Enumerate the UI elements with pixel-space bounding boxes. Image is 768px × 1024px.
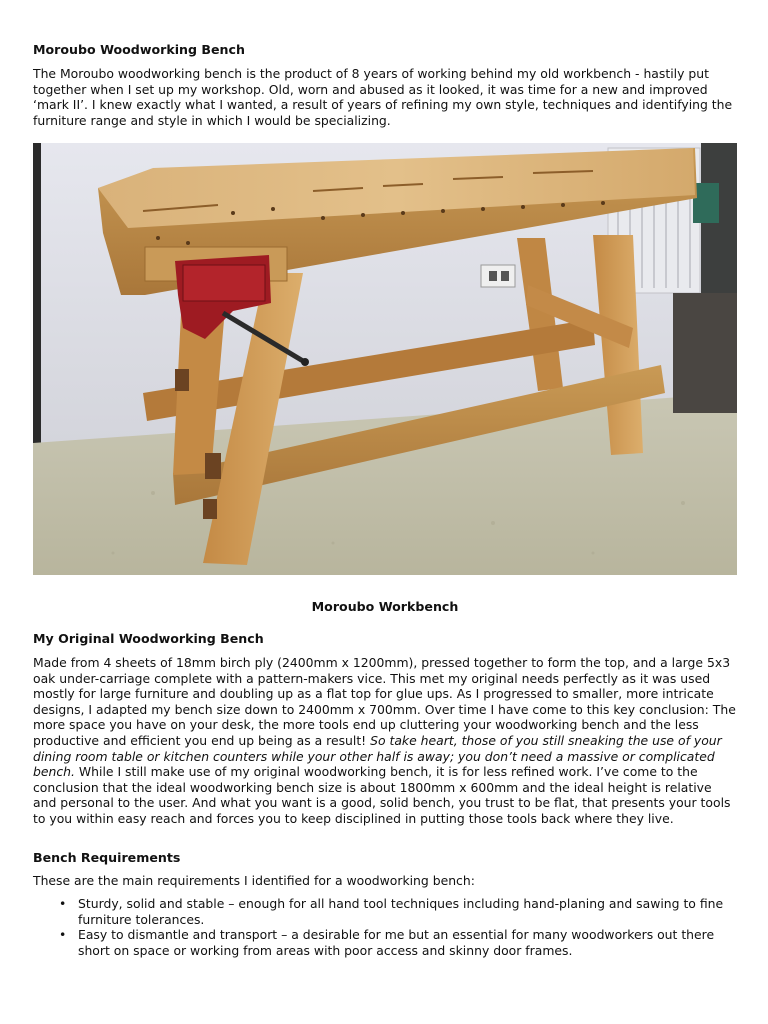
list-item-text: Easy to dismantle and transport – a desirable for me but an essential for many woodworkers out there short on space or working from areas with poor access and skinny door frames. bbox=[78, 927, 715, 958]
requirements-heading: Bench Requirements bbox=[33, 849, 181, 865]
list-item bbox=[59, 896, 737, 927]
requirements-list bbox=[33, 896, 737, 958]
intro-paragraph: The Moroubo woodworking bench is the product of 8 years of working behind my old workbench - hastily put together when I set up my workshop. Old, worn and abused as it looked, it was time for a new and improved ‘mark II’. I knew exactly what I wanted, a result of years of refining my own style, techniques and identifying the furniture range and style in which I would be specializing. bbox=[33, 66, 733, 128]
requirements-intro: These are the main requirements I identified for a woodworking bench: bbox=[33, 872, 475, 888]
original-bench-italic-text: So take heart, those of you still sneaking the use of your dining room table or kitchen counters while your other half is away; you don’t need a massive or complicated bench. bbox=[33, 732, 722, 780]
original-bench-text-end: While I still make use of my original woodworking bench, it is for less refined work. I’ve come to the conclusion that the ideal woodworking bench size is about 1800mm x 600mm and the ideal height is relative and personal to the user. And what you want is a good, solid bench, you trust to be flat, that presents your tools to you within easy reach and forces you to keep disciplined in putting those tools back where they live. bbox=[33, 764, 731, 826]
bullet-icon: • bbox=[59, 896, 67, 912]
original-bench-heading: My Original Woodworking Bench bbox=[33, 630, 264, 646]
document-page bbox=[33, 42, 737, 958]
intro-heading: Moroubo Woodworking Bench bbox=[33, 42, 245, 57]
figure-caption: Moroubo Workbench bbox=[311, 599, 459, 615]
original-bench-text-start: Made from 4 sheets of 18mm birch ply (2400mm x 1200mm), pressed together to form the top, and a large 5x3 oak under-carriage complete with a pattern-makers vice. This met my original needs perfectly as it was used mostly for large furniture and doubling up as a flat top for glue ups. As I progressed to smaller, more intricate designs, I adapted my bench size down to 2400mm x 700mm. Over time I have come to this key conclusion: The more space you have on your desk, the more tools end up cluttering your woodworking bench and the less productive and efficient you end up being as a result! bbox=[33, 654, 736, 748]
workbench-illustration bbox=[33, 143, 737, 575]
list-item-text: Sturdy, solid and stable – enough for all hand tool techniques including hand-planing and sawing to fine furniture tolerances. bbox=[78, 896, 724, 927]
bullet-icon: • bbox=[59, 927, 67, 943]
original-bench-paragraph bbox=[33, 655, 737, 827]
list-item bbox=[59, 927, 737, 958]
workbench-photo bbox=[33, 143, 737, 575]
